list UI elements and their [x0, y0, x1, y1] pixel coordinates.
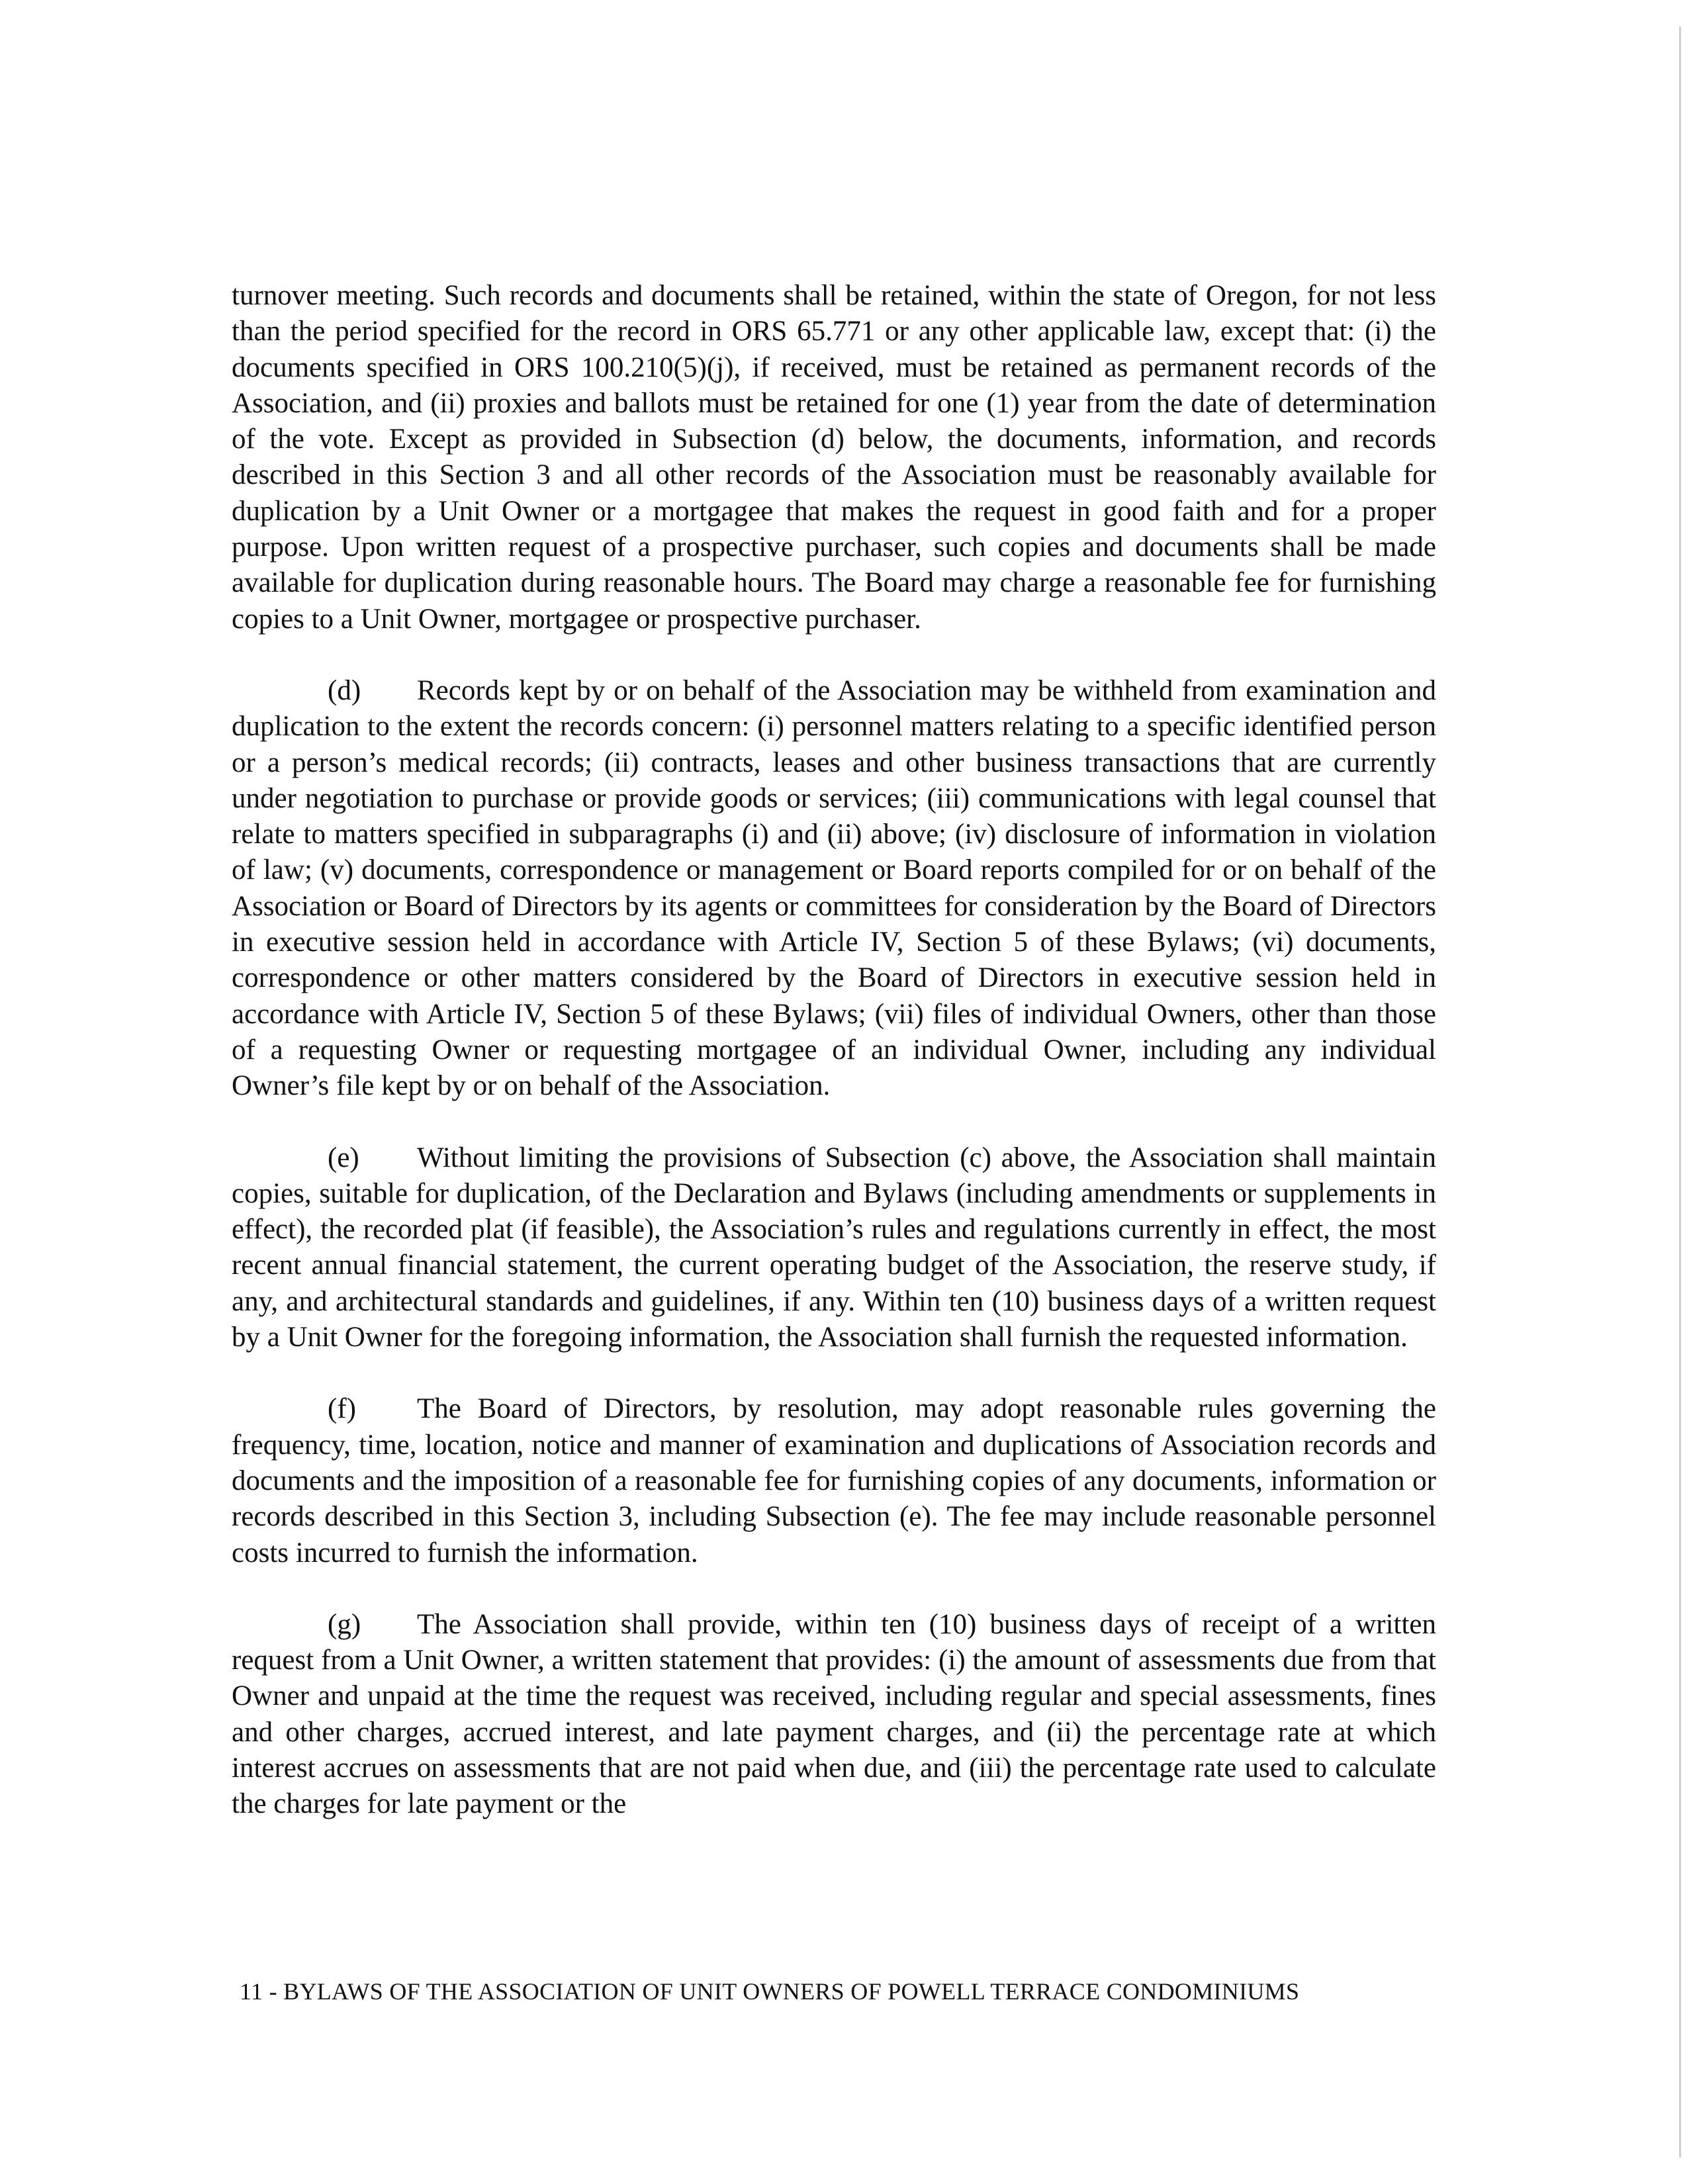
subsection-label-d: (d)	[328, 674, 361, 706]
subsection-label-e: (e)	[328, 1142, 359, 1173]
subsection-label-g: (g)	[328, 1608, 361, 1640]
paragraph-d-text: Records kept by or on behalf of the Association may be withheld from examination and duplication to the extent the records concern: (i) personnel matters relating to a specific identified person or a person’s medical records; (ii) contracts, leases and other business transactions that are currently under negotiation to purchase or provide goods or services; (iii) communications with legal counsel that relate to matters specified in subparagraphs (i) and (ii) above; (iv) disclosure of information in violation of law; (v) documents, correspondence or management or Board reports compiled for or on behalf of the Association or Board of Directors by its agents or committees for consideration by the Board of Directors in executive session held in accordance with Article IV, Section 5 of these Bylaws; (vi) documents, correspondence or other matters considered by the Board of Directors in executive session held in accordance with Article IV, Section 5 of these Bylaws; (vii) files of individual Owners, other than those of a requesting Owner or requesting mortgagee of an individual Owner, including any individual Owner’s file kept by or on behalf of the Association.	[232, 674, 1436, 1102]
subsection-label-f: (f)	[328, 1393, 356, 1425]
paragraph-c-continued: turnover meeting. Such records and documents shall be retained, within the state of Oregon, for not less than the period specified for the record in ORS 65.771 or any other applicable law, except that: (i) the documents specified in ORS 100.210(5)(j), if received, must be retained as permanent records of the Association, and (ii) proxies and ballots must be retained for one (1) year from the date of determination of the vote. Except as provided in Subsection (d) below, the documents, information, and records described in this Section 3 and all other records of the Association must be reasonably available for duplication by a Unit Owner or a mortgagee that makes the request in good faith and for a proper purpose. Upon written request of a prospective purchaser, such copies and documents shall be made available for duplication during reasonable hours. The Board may charge a reasonable fee for furnishing copies to a Unit Owner, mortgagee or prospective purchaser.	[232, 280, 1436, 635]
paragraph-gap	[232, 1355, 1436, 1391]
page-footer: 11 - BYLAWS OF THE ASSOCIATION OF UNIT OWNERS OF POWELL TERRACE CONDOMINIUMS	[240, 1978, 1300, 2005]
paragraph-f	[232, 1391, 1436, 1570]
paragraph-f-text: The Board of Directors, by resolution, may adopt reasonable rules governing the frequency, time, location, notice and manner of examination and duplications of Association records and documents and the imposition of a reasonable fee for furnishing copies of any documents, information or records described in this Section 3, including Subsection (e). The fee may include reasonable personnel costs incurred to furnish the information.	[232, 1393, 1436, 1569]
paragraph-g	[232, 1607, 1436, 1823]
paragraph-gap	[232, 1105, 1436, 1140]
document-body	[232, 278, 1436, 1823]
paragraph-e-text: Without limiting the provisions of Subsection (c) above, the Association shall maintain copies, suitable for duplication, of the Declaration and Bylaws (including amendments or supplements in effect), the recorded plat (if feasible), the Association’s rules and regulations currently in effect, the most recent annual financial statement, the current operating budget of the Association, the reserve study, if any, and architectural standards and guidelines, if any. Within ten (10) business days of a written request by a Unit Owner for the foregoing information, the Association shall furnish the requested information.	[232, 1142, 1436, 1353]
paragraph-gap	[232, 1571, 1436, 1607]
paragraph-e	[232, 1140, 1436, 1356]
paragraph-d	[232, 673, 1436, 1105]
scan-edge-line	[1679, 26, 1681, 2158]
paragraph-g-text: The Association shall provide, within ten (10) business days of receipt of a written request from a Unit Owner, a written statement that provides: (i) the amount of assessments due from that Owner and unpaid at the time the request was received, including regular and special assessments, fines and other charges, accrued interest, and late payment charges, and (ii) the percentage rate at which interest accrues on assessments that are not paid when due, and (iii) the percentage rate used to calculate the charges for late payment or the	[232, 1608, 1436, 1820]
paragraph-gap	[232, 637, 1436, 673]
